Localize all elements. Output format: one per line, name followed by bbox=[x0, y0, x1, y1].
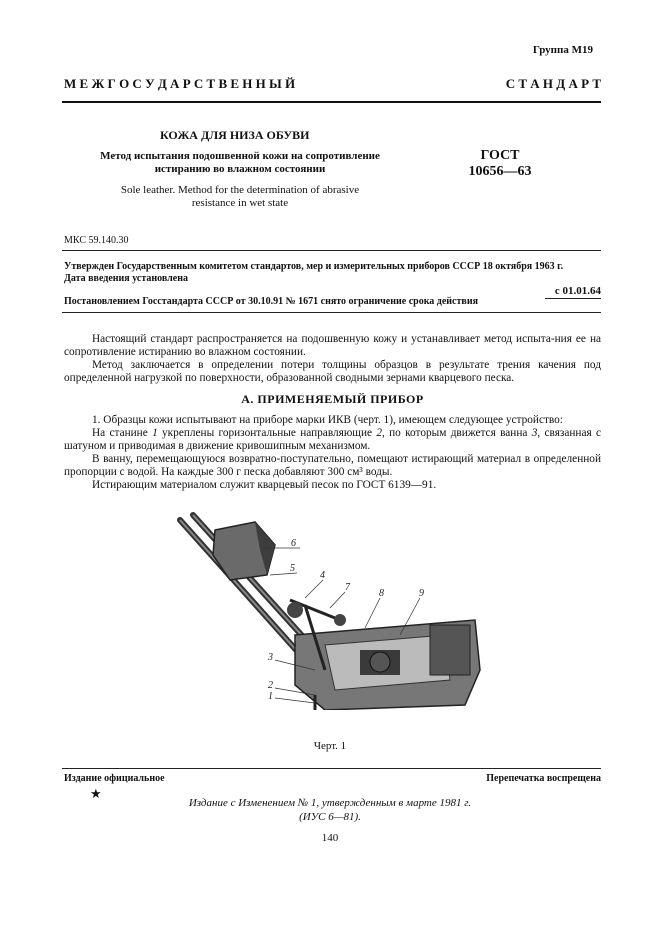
figure-label: 4 bbox=[320, 570, 325, 581]
document-subtitle bbox=[80, 150, 400, 176]
decree-rule bbox=[62, 312, 601, 313]
mks-rule bbox=[62, 250, 601, 251]
banner-word-standard: С Т А Н Д А Р Т bbox=[505, 76, 601, 91]
figure-label: 3 bbox=[268, 652, 273, 663]
gost-label: ГОСТ bbox=[480, 148, 520, 163]
star-icon: ★ bbox=[90, 786, 102, 801]
approval-text: Утвержден Государственным комитетом стандартов, мер и измерительных приборов СССР 18 октября 1963 г. bbox=[64, 261, 564, 272]
amendment-note bbox=[130, 796, 530, 824]
device-figure bbox=[175, 510, 485, 710]
date-intro-label: Дата введения установлена bbox=[64, 273, 188, 284]
gost-number: 10656—63 bbox=[468, 164, 532, 179]
paragraph-scope: Настоящий стандарт распространяется на подошвенную кожу и устанавливает метод испыта-ния ее на сопротивление истиранию во влажном состоянии. bbox=[64, 333, 601, 358]
gost-designation bbox=[455, 148, 545, 180]
figure-label: 7 bbox=[345, 582, 350, 593]
mks-code: МКС 59.140.30 bbox=[64, 235, 129, 246]
text-run: На станине bbox=[92, 427, 153, 439]
paragraph-sand: Истирающим материалом служит кварцевый песок по ГОСТ 6139—91. bbox=[92, 479, 437, 491]
text-run: укреплены горизонтальные направляющие bbox=[157, 427, 377, 439]
figure-label: 5 bbox=[290, 563, 295, 574]
banner-word-interstate: М Е Ж Г О С У Д А Р С Т В Е Н Н Ы Й bbox=[64, 76, 296, 91]
paragraph-frame bbox=[64, 427, 601, 453]
reprint-notice: Перепечатка воспрещена bbox=[486, 773, 601, 784]
english-title-line-2: resistance in wet state bbox=[191, 197, 289, 209]
approval-note bbox=[64, 261, 601, 285]
english-title bbox=[100, 184, 380, 210]
text-run: , по которым движется ванна bbox=[382, 427, 532, 439]
paragraph-device: 1. Образцы кожи испытывают на приборе марки ИКВ (черт. 1), имеющем следующее устройство: bbox=[92, 414, 563, 426]
subtitle-line-2: истиранию во влажном состоянии bbox=[154, 163, 326, 175]
subtitle-line-1: Метод испытания подошвенной кожи на сопротивление bbox=[100, 150, 380, 162]
english-title-line-1: Sole leather. Method for the determination of abrasive bbox=[120, 184, 360, 196]
amendment-line-2: (ИУС 6—81). bbox=[299, 811, 361, 823]
group-code: Группа М19 bbox=[532, 44, 593, 56]
document-title: КОЖА ДЛЯ НИЗА ОБУВИ bbox=[160, 128, 310, 142]
figure-caption: Черт. 1 bbox=[313, 740, 347, 752]
decree-note: Постановлением Госстандарта СССР от 30.10.91 № 1671 снято ограничение срока действия bbox=[64, 296, 478, 307]
figure-label: 1 bbox=[268, 691, 273, 702]
paragraph-method: Метод заключается в определении потери толщины образцов в результате трения качения под определенной нагрузкой по поверхности, образованной сводными зернами кварцевого песка. bbox=[64, 359, 601, 384]
figure-label: 2 bbox=[268, 680, 273, 691]
amendment-line-1: Издание с Изменением № 1, утвержденным в марте 1981 г. bbox=[188, 797, 472, 809]
figure-label: 9 bbox=[419, 588, 424, 599]
page-number: 140 bbox=[321, 832, 339, 844]
ref-2: 2 bbox=[376, 427, 382, 439]
text-run: , связанная с шатуном и приводимая в движение кривошипным механизмом. bbox=[64, 427, 601, 452]
standard-banner bbox=[64, 76, 601, 92]
figure-label: 8 bbox=[379, 588, 384, 599]
date-intro-value: с 01.01.64 bbox=[554, 285, 601, 297]
paragraph-bath: В ванну, перемещающуюся возвратно-поступательно, помещают истирающий материал в определенной пропорции с водой. На каждые 300 г песка добавляют 300 см³ воды. bbox=[64, 453, 601, 478]
ref-1: 1 bbox=[152, 427, 158, 439]
figure-label: 6 bbox=[291, 538, 296, 549]
banner-rule bbox=[62, 101, 601, 103]
section-title: А. ПРИМЕНЯЕМЫЙ ПРИБОР bbox=[241, 392, 424, 406]
ref-3: 3 bbox=[531, 427, 538, 439]
official-edition: Издание официальное bbox=[64, 773, 165, 784]
footer-rule bbox=[62, 768, 601, 769]
